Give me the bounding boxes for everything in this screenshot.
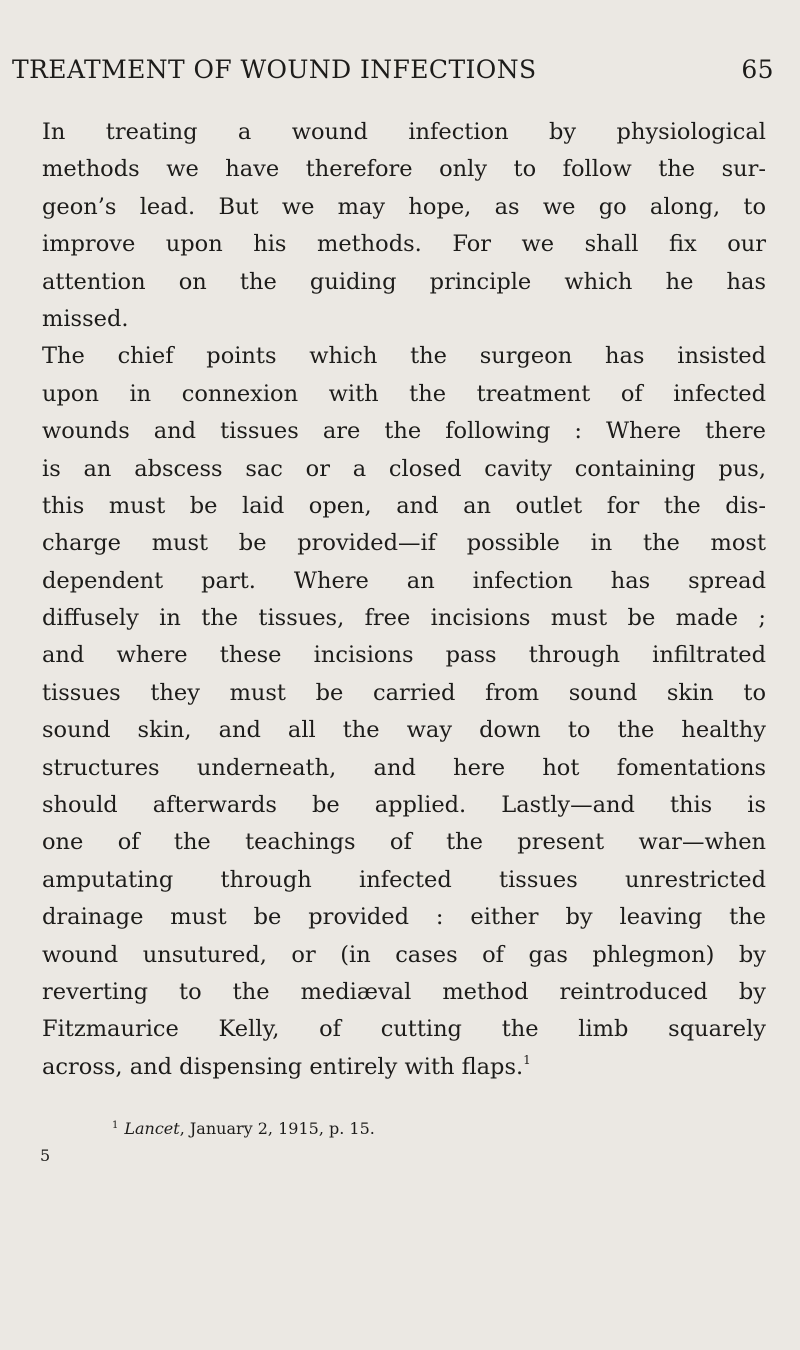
footnote: [112, 1119, 375, 1138]
text-line: is an abscess sac or a closed cavity containing pus,: [42, 455, 766, 482]
body-text: [42, 114, 766, 1086]
text-line-final: [42, 1049, 766, 1086]
page-number: 65: [741, 55, 774, 84]
running-head: [12, 55, 774, 84]
text-line: attention on the guiding principle which he has: [42, 268, 766, 295]
text-line: reverting to the mediæval method reintroduced by: [42, 978, 766, 1005]
final-line-text: across, and dispensing entirely with flaps.: [42, 1053, 524, 1080]
text-line: In treating a wound infection by physiological: [42, 119, 766, 145]
text-line: charge must be provided—if possible in the most: [42, 530, 766, 557]
signature-mark: 5: [40, 1146, 51, 1165]
text-line: and where these incisions pass through infiltrated: [42, 642, 766, 669]
text-line: Fitzmaurice Kelly, of cutting the limb squarely: [42, 1016, 766, 1043]
text-line: dependent part. Where an infection has spread: [42, 567, 766, 594]
text-line: structures underneath, and here hot fomentations: [42, 754, 766, 781]
text-line: wound unsutured, or (in cases of gas phlegmon) by: [42, 941, 766, 968]
text-line: should afterwards be applied. Lastly—and this is: [42, 792, 766, 819]
text-line: missed.: [42, 305, 129, 332]
text-line: amputating through infected tissues unrestricted: [42, 866, 766, 893]
footnote-journal: Lancet: [124, 1119, 180, 1138]
footnote-reference: 1: [523, 1052, 531, 1067]
text-line: one of the teachings of the present war—when: [42, 829, 766, 856]
footnote-details: , January 2, 1915, p. 15.: [179, 1119, 375, 1138]
text-line: diffusely in the tissues, free incisions must be made ;: [42, 605, 766, 632]
text-line: tissues they must be carried from sound skin to: [42, 679, 766, 706]
text-line: upon in connexion with the treatment of infected: [42, 380, 766, 407]
text-line: methods we have therefore only to follow the sur-: [42, 156, 766, 183]
running-head-title: TREATMENT OF WOUND INFECTIONS: [12, 55, 537, 84]
text-line: improve upon his methods. For we shall fix our: [42, 231, 766, 258]
text-line: this must be laid open, and an outlet for the dis-: [42, 492, 766, 519]
text-line: geon’s lead. But we may hope, as we go along, to: [42, 193, 766, 220]
text-line: drainage must be provided : either by leaving the: [42, 904, 766, 931]
text-line: sound skin, and all the way down to the healthy: [42, 717, 766, 744]
text-line: The chief points which the surgeon has insisted: [42, 343, 766, 370]
footnote-mark: 1: [112, 1120, 119, 1131]
text-line: wounds and tissues are the following : Where there: [42, 418, 766, 445]
